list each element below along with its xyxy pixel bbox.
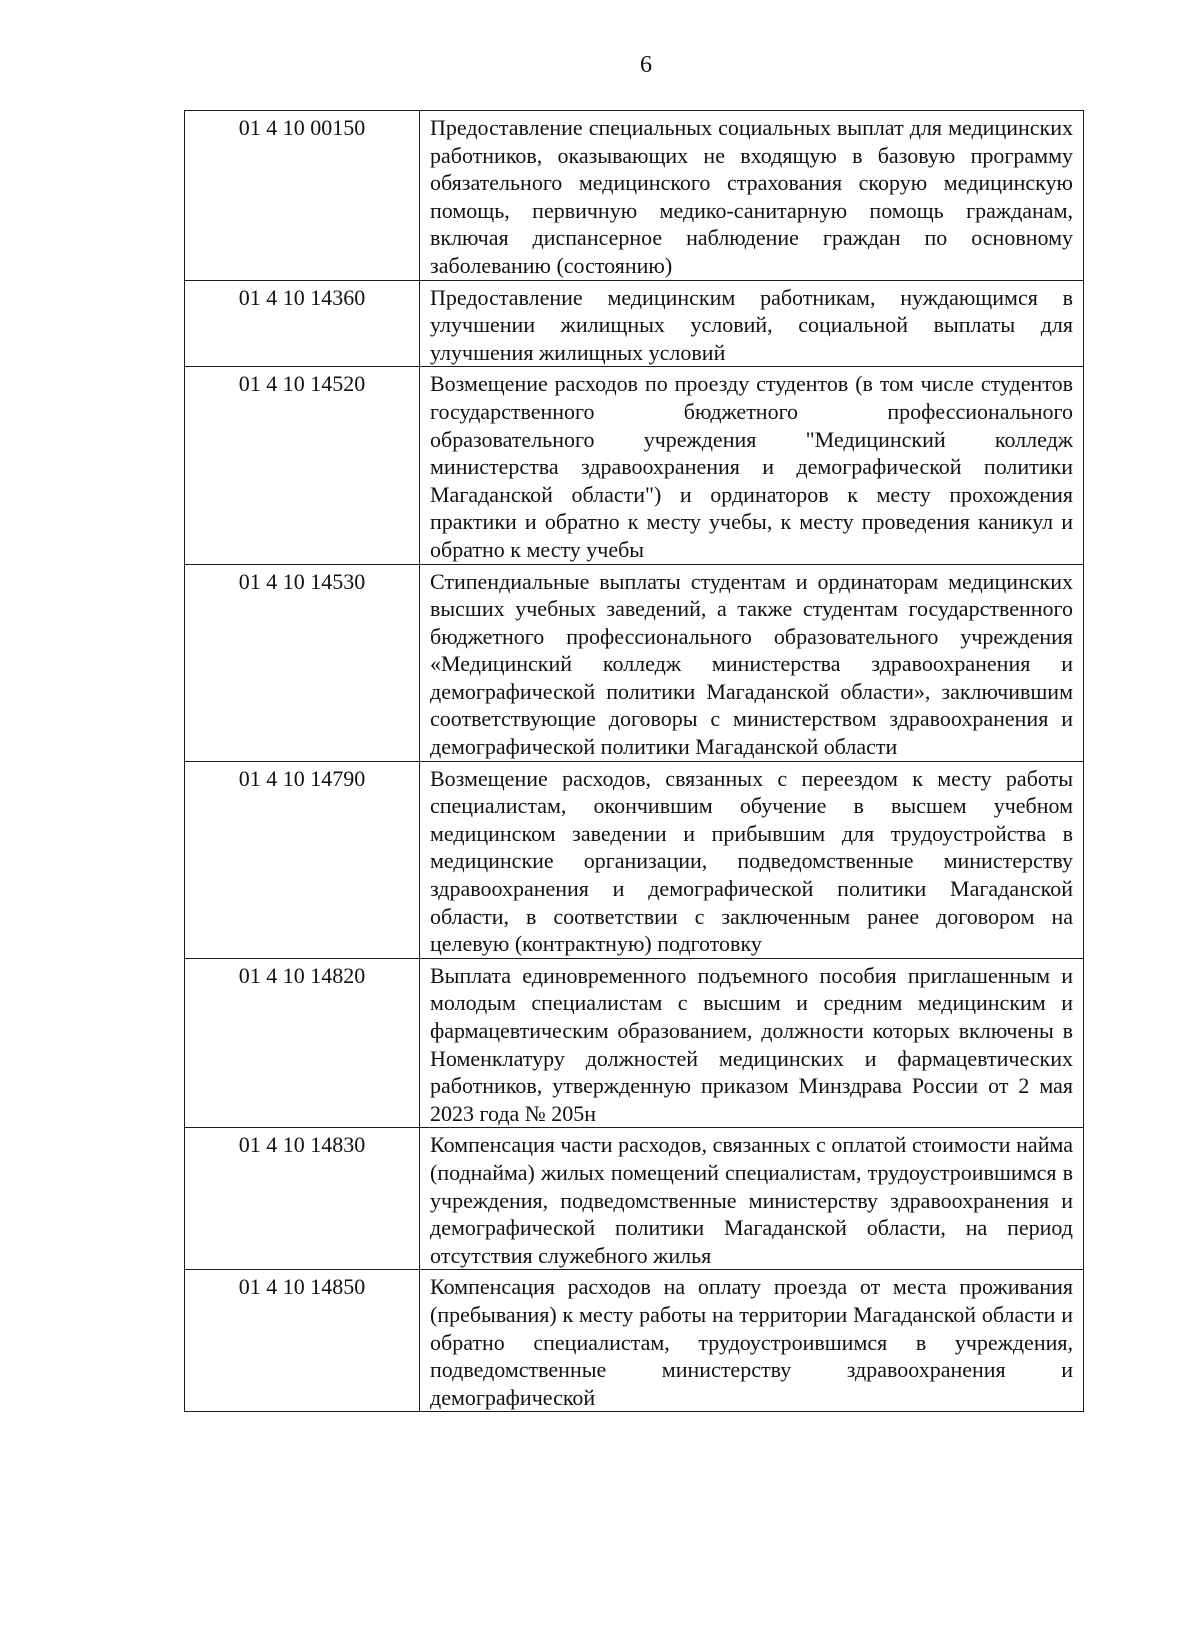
description-cell: Предоставление специальных социальных выплат для медицинских работников, оказывающих не входящую в базовую программу обязательного медицинского страхования скорую медицинскую помощь, первичную медико-санитарную помощь гражданам, включая диспансерное наблюдение граждан по основному заболеванию (состоянию) (420, 111, 1084, 281)
description-cell: Выплата единовременного подъемного пособия приглашенным и молодым специалистам с высшим и средним медицинским и фармацевтическим образованием, должности которых включены в Номенклатуру должностей медицинских и фармацевтических работников, утвержденную приказом Минздрава России от 2 мая 2023 года № 205н (420, 958, 1084, 1128)
description-cell: Возмещение расходов, связанных с переездом к месту работы специалистам, окончившим обучение в высшем учебном медицинском заведении и прибывшим для трудоустройства в медицинские организации, подведомственные министерству здравоохранения и демографической политики Магаданской области, в соответствии с заключенным ранее договором на целевую (контрактную) подготовку (420, 761, 1084, 958)
table-row (185, 111, 1084, 281)
description-cell: Возмещение расходов по проезду студентов (в том числе студентов государственного бюджетного профессионального образовательного учреждения "Медицинский колледж министерства здравоохранения и демографической политики Магаданской области") и ординаторов к месту прохождения практики и обратно к месту учебы, к месту проведения каникул и обратно к месту учебы (420, 367, 1084, 564)
budget-code-cell: 01 4 10 14520 (185, 367, 420, 564)
budget-code-cell: 01 4 10 14530 (185, 564, 420, 761)
table-row (185, 1270, 1084, 1412)
budget-code-cell: 01 4 10 00150 (185, 111, 420, 281)
description-cell: Компенсация расходов на оплату проезда от места проживания (пребывания) к месту работы на территории Магаданской области и обратно специалистам, трудоустроившимся в учреждения, подведомственные министерству здравоохранения и демографической (420, 1270, 1084, 1412)
budget-code-cell: 01 4 10 14360 (185, 280, 420, 367)
page-number: 6 (640, 52, 652, 78)
table-row (185, 1128, 1084, 1270)
table-row (185, 564, 1084, 761)
description-cell: Стипендиальные выплаты студентам и ординаторам медицинских высших учебных заведений, а также студентам государственного бюджетного профессионального образовательного учреждения «Медицинский колледж министерства здравоохранения и демографической политики Магаданской области», заключившим соответствующие договоры с министерством здравоохранения и демографической политики Магаданской области (420, 564, 1084, 761)
budget-code-table (184, 110, 1084, 1412)
description-cell: Компенсация части расходов, связанных с оплатой стоимости найма (поднайма) жилых помещений специалистам, трудоустроившимся в учреждения, подведомственные министерству здравоохранения и демографической политики Магаданской области, на период отсутствия служебного жилья (420, 1128, 1084, 1270)
budget-code-cell: 01 4 10 14850 (185, 1270, 420, 1412)
table-row (185, 280, 1084, 367)
table-row (185, 367, 1084, 564)
table-row (185, 761, 1084, 958)
budget-code-cell: 01 4 10 14790 (185, 761, 420, 958)
budget-code-cell: 01 4 10 14830 (185, 1128, 420, 1270)
budget-code-cell: 01 4 10 14820 (185, 958, 420, 1128)
description-cell: Предоставление медицинским работникам, нуждающимся в улучшении жилищных условий, социальной выплаты для улучшения жилищных условий (420, 280, 1084, 367)
table-row (185, 958, 1084, 1128)
